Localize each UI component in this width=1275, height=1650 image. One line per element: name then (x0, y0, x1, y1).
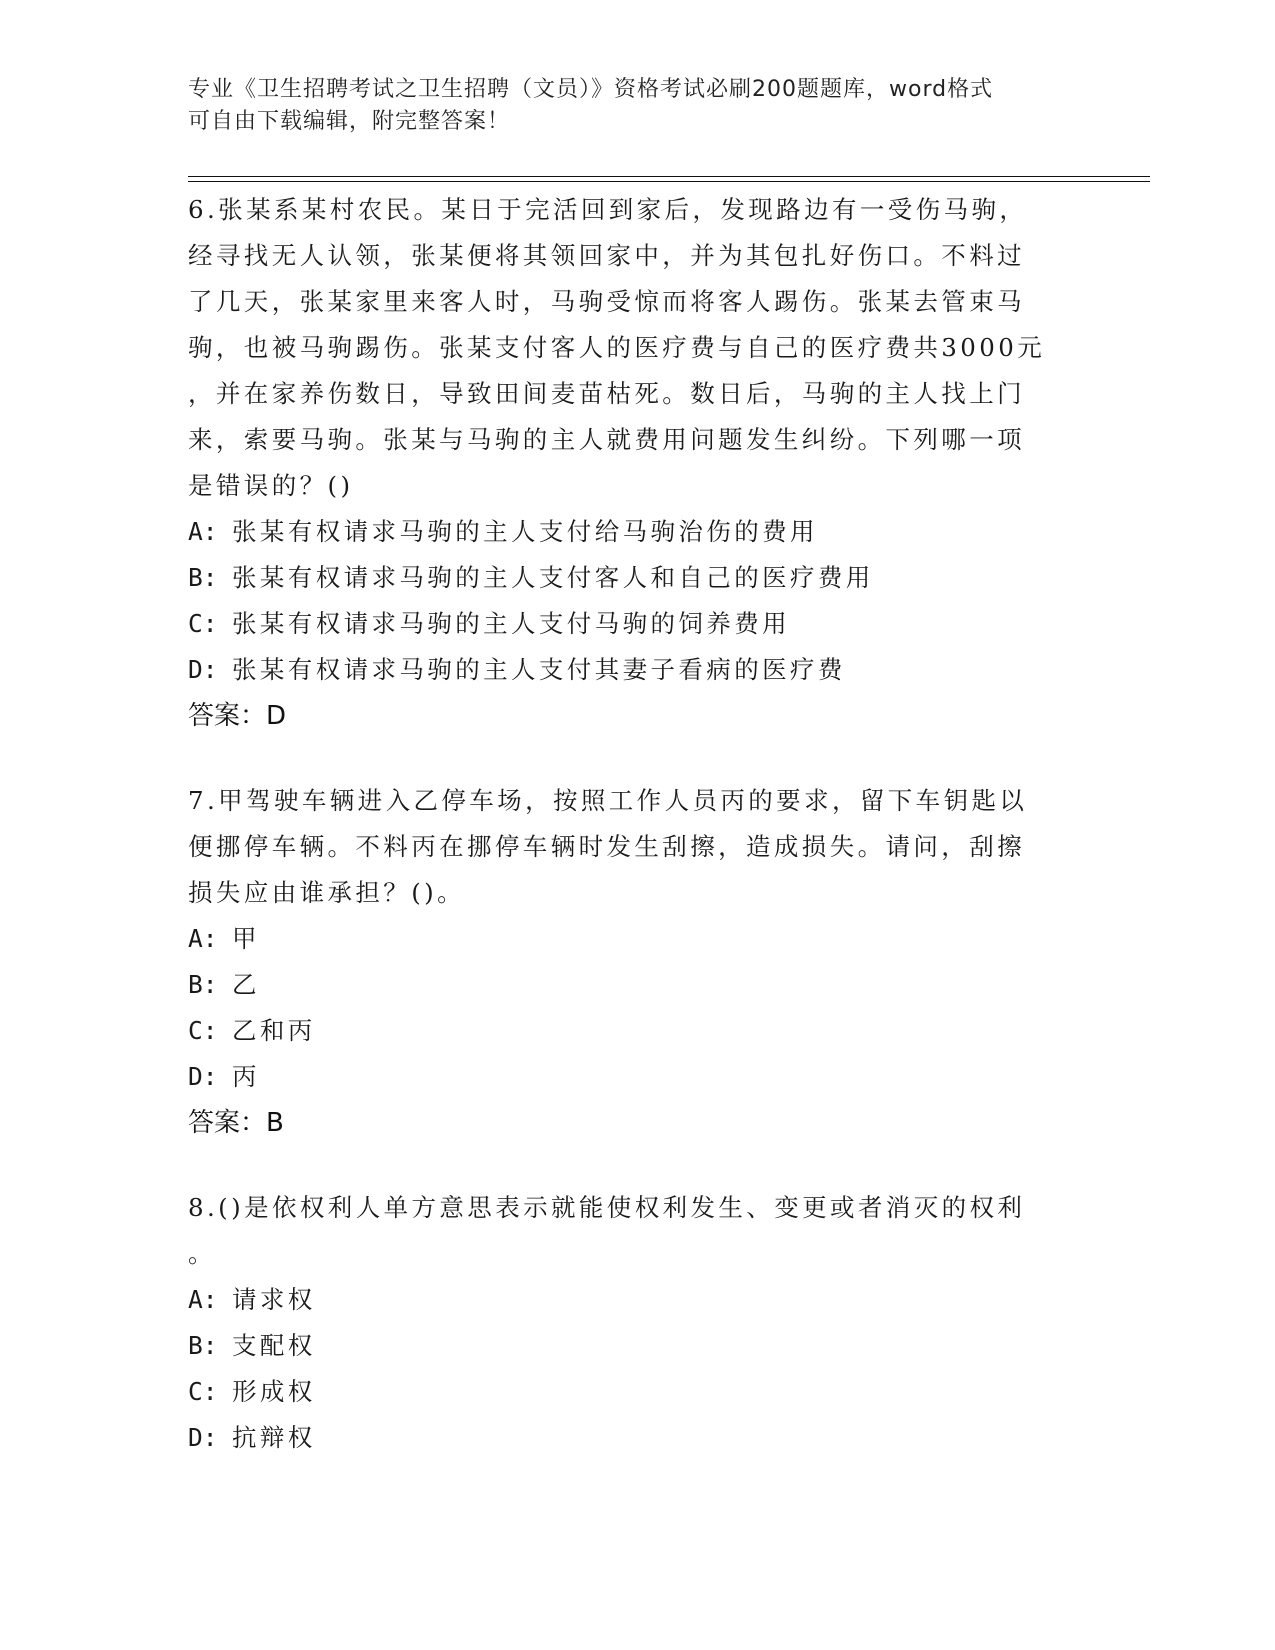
option-letter: D: (188, 1423, 218, 1452)
option-text: 丙 (232, 1062, 260, 1091)
option-text: 乙 (232, 970, 260, 999)
option-b (188, 555, 1088, 601)
option-letter: D: (188, 655, 218, 684)
header-line-2: 可自由下载编辑，附完整答案！ (188, 109, 511, 134)
option-c (188, 1008, 1088, 1054)
question-text-line: 是错误的？() (188, 471, 354, 500)
option-letter: A: (188, 517, 218, 546)
option-text: 张某有权请求马驹的主人支付其妻子看病的医疗费 (232, 655, 846, 684)
document-header (188, 74, 1088, 138)
option-text: 张某有权请求马驹的主人支付客人和自己的医疗费用 (232, 563, 874, 592)
question-8 (188, 1185, 1088, 1461)
option-letter: A: (188, 924, 218, 953)
question-text-line: 7.甲驾驶车辆进入乙停车场，按照工作人员丙的要求，留下车钥匙以 (188, 786, 1028, 815)
option-letter: B: (188, 970, 218, 999)
question-text-line: ，并在家养伤数日，导致田间麦苗枯死。数日后，马驹的主人找上门 (188, 379, 1025, 408)
option-text: 形成权 (232, 1377, 316, 1406)
option-text: 张某有权请求马驹的主人支付给马驹治伤的费用 (232, 517, 818, 546)
header-line-1: 专业《卫生招聘考试之卫生招聘（文员）》资格考试必刷200题题库，word格式 (188, 77, 994, 102)
question-text-line: 便挪停车辆。不料丙在挪停车辆时发生刮擦，造成损失。请问，刮擦 (188, 832, 1025, 861)
question-6 (188, 187, 1088, 739)
question-text-line: 驹，也被马驹踢伤。张某支付客人的医疗费与自己的医疗费共3000元 (188, 333, 1046, 362)
option-text: 支配权 (232, 1331, 316, 1360)
question-text-line: 6.张某系某村农民。某日于完活回到家后，发现路边有一受伤马驹， (188, 195, 1028, 224)
header-divider-bottom (188, 181, 1150, 182)
question-text-line: 损失应由谁承担？()。 (188, 878, 466, 907)
option-d (188, 1054, 1088, 1100)
header-divider-top (188, 176, 1150, 177)
option-a (188, 916, 1088, 962)
option-d (188, 1415, 1088, 1461)
question-text-line: 。 (188, 1239, 216, 1268)
option-letter: C: (188, 609, 218, 638)
option-letter: C: (188, 1377, 218, 1406)
option-letter: B: (188, 563, 218, 592)
option-d (188, 647, 1088, 693)
question-text-line: 来，索要马驹。张某与马驹的主人就费用问题发生纠纷。下列哪一项 (188, 425, 1025, 454)
option-a (188, 1277, 1088, 1323)
option-text: 甲 (232, 924, 260, 953)
option-c (188, 1369, 1088, 1415)
option-b (188, 962, 1088, 1008)
option-text: 乙和丙 (232, 1016, 316, 1045)
option-letter: A: (188, 1285, 218, 1314)
option-b (188, 1323, 1088, 1369)
option-text: 张某有权请求马驹的主人支付马驹的饲养费用 (232, 609, 790, 638)
option-letter: D: (188, 1062, 218, 1091)
question-text-line: 经寻找无人认领，张某便将其领回家中，并为其包扎好伤口。不料过 (188, 241, 1025, 270)
option-text: 抗辩权 (232, 1423, 316, 1452)
question-7 (188, 778, 1088, 1146)
answer-line: 答案：B (188, 1108, 284, 1138)
option-c (188, 601, 1088, 647)
option-text: 请求权 (232, 1285, 316, 1314)
question-text-line: 了几天，张某家里来客人时，马驹受惊而将客人踢伤。张某去管束马 (188, 287, 1025, 316)
option-letter: B: (188, 1331, 218, 1360)
option-letter: C: (188, 1016, 218, 1045)
option-a (188, 509, 1088, 555)
answer-line: 答案：D (188, 701, 287, 731)
question-text-line: 8.()是依权利人单方意思表示就能使权利发生、变更或者消灭的权利 (188, 1193, 1026, 1222)
